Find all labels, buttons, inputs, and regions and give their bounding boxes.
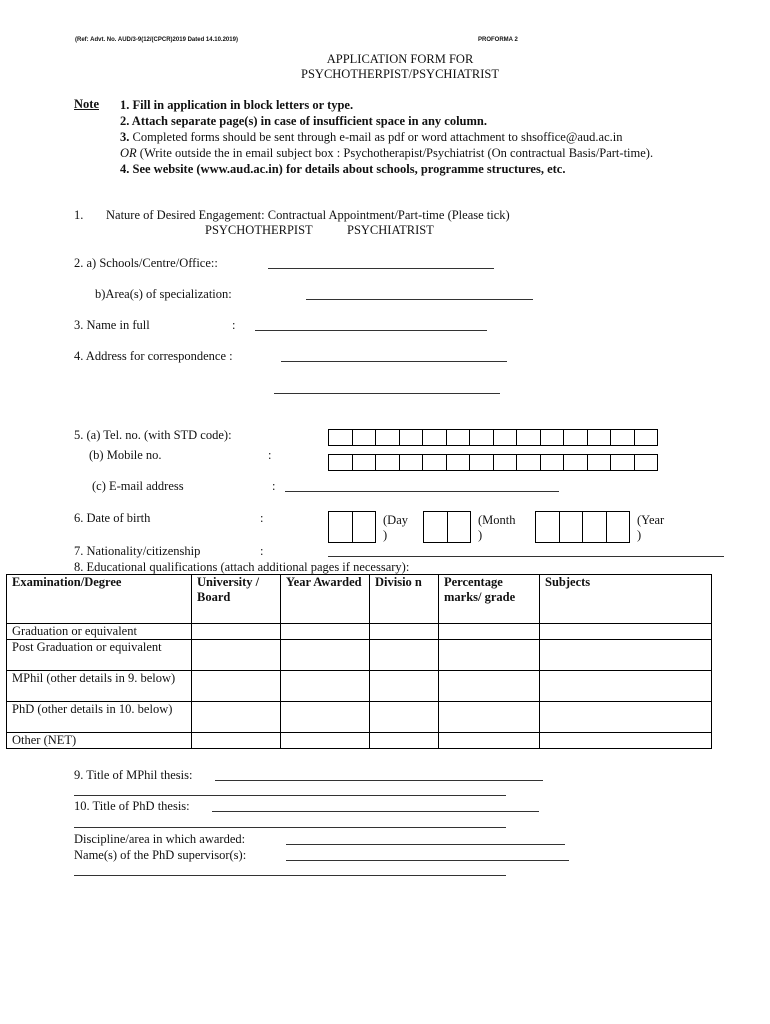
- mphil-thesis-label: 9. Title of MPhil thesis:: [74, 768, 193, 782]
- dob-year-label: (Year ): [637, 513, 665, 542]
- qualifications-label: 8. Educational qualifications (attach additional pages if necessary):: [74, 560, 410, 574]
- nationality-label: 7. Nationality/citizenship: [74, 544, 201, 558]
- header-division: Divisio n: [370, 575, 439, 624]
- address-input-line-2[interactable]: [274, 393, 500, 394]
- specialization-input-line[interactable]: [306, 299, 533, 300]
- schools-input-line[interactable]: [268, 268, 494, 269]
- qualifications-table: [6, 574, 712, 749]
- note-item-3: 3. Completed forms should be sent through e-mail as pdf or word attachment to shsoffice@aud.ac.in OR (Write outside the in email subject box : Psychotherapist/Psychiatrist (On contractual Basis/Part-time).: [120, 130, 654, 160]
- phd-thesis-label: 10. Title of PhD thesis:: [74, 799, 190, 813]
- note-list: [120, 97, 740, 177]
- mobile-colon: :: [268, 448, 272, 462]
- dob-day-boxes[interactable]: [328, 511, 376, 543]
- name-label: 3. Name in full: [74, 318, 150, 332]
- table-row: [7, 671, 712, 702]
- dob-label: 6. Date of birth: [74, 511, 151, 525]
- telephone-label: 5. (a) Tel. no. (with STD code):: [74, 428, 232, 442]
- supervisor-input-line[interactable]: [286, 860, 569, 861]
- reference-number: (Ref: Advt. No. AUD/3-9(12/(CPCR)2019 Dated 14.10.2019): [75, 37, 238, 43]
- form-title-line2: PSYCHOTHERPIST/PSYCHIATRIST: [301, 67, 499, 81]
- form-title-line1: APPLICATION FORM FOR: [326, 52, 474, 66]
- name-input-line[interactable]: [255, 330, 487, 331]
- dob-month-label: (Month ): [478, 513, 516, 542]
- table-row: [7, 640, 712, 671]
- proforma-label: PROFORMA 2: [478, 37, 518, 43]
- email-label: (c) E-mail address: [92, 479, 184, 493]
- header-year: Year Awarded: [281, 575, 370, 624]
- table-row: [7, 624, 712, 640]
- telephone-boxes[interactable]: [328, 429, 658, 446]
- field-1-number: 1.: [74, 208, 84, 222]
- mphil-thesis-input-line[interactable]: [215, 780, 543, 781]
- row-label-post-graduation: Post Graduation or equivalent: [7, 640, 192, 671]
- note-item-2: 2. Attach separate page(s) in case of insufficient space in any column.: [120, 114, 487, 128]
- note-item-4: 4. See website (www.aud.ac.in) for details about schools, programme structures, etc.: [120, 162, 566, 176]
- dob-colon: :: [260, 511, 264, 525]
- supervisor-input-line-2[interactable]: [74, 875, 506, 876]
- address-label: 4. Address for correspondence :: [74, 349, 233, 363]
- dob-month-boxes[interactable]: [423, 511, 471, 543]
- table-header-row: [7, 575, 712, 624]
- engagement-label: Nature of Desired Engagement: Contractual Appointment/Part-time (Please tick): [106, 208, 510, 222]
- nationality-input-line[interactable]: [328, 556, 724, 557]
- note-item-1: 1. Fill in application in block letters or type.: [120, 98, 354, 112]
- row-label-mphil: MPhil (other details in 9. below): [7, 671, 192, 702]
- specialization-label: b)Area(s) of specialization:: [95, 287, 232, 301]
- discipline-label: Discipline/area in which awarded:: [74, 832, 246, 846]
- header-subjects: Subjects: [540, 575, 712, 624]
- phd-thesis-input-line-2[interactable]: [74, 827, 506, 828]
- row-label-phd: PhD (other details in 10. below): [7, 702, 192, 733]
- header-percentage: Percentage marks/ grade: [439, 575, 540, 624]
- mphil-thesis-input-line-2[interactable]: [74, 795, 506, 796]
- mobile-boxes[interactable]: [328, 454, 658, 471]
- dob-year-boxes[interactable]: [535, 511, 630, 543]
- table-row: [7, 733, 712, 749]
- header-examination: Examination/Degree: [7, 575, 192, 624]
- supervisor-label: Name(s) of the PhD supervisor(s):: [74, 848, 247, 862]
- option-psychotherapist[interactable]: PSYCHOTHERPIST: [205, 223, 313, 237]
- note-label: Note: [74, 97, 99, 111]
- table-row: [7, 702, 712, 733]
- address-input-line-1[interactable]: [281, 361, 507, 362]
- schools-label: 2. a) Schools/Centre/Office::: [74, 256, 218, 270]
- option-psychiatrist[interactable]: PSYCHIATRIST: [347, 223, 434, 237]
- email-colon: :: [272, 479, 276, 493]
- name-colon: :: [232, 318, 236, 332]
- email-input-line[interactable]: [285, 491, 559, 492]
- header-university: University / Board: [192, 575, 281, 624]
- row-label-other: Other (NET): [7, 733, 192, 749]
- phd-thesis-input-line[interactable]: [212, 811, 539, 812]
- mobile-label: (b) Mobile no.: [89, 448, 162, 462]
- dob-day-label: (Day ): [383, 513, 408, 542]
- row-label-graduation: Graduation or equivalent: [7, 624, 192, 640]
- nationality-colon: :: [260, 544, 264, 558]
- discipline-input-line[interactable]: [286, 844, 565, 845]
